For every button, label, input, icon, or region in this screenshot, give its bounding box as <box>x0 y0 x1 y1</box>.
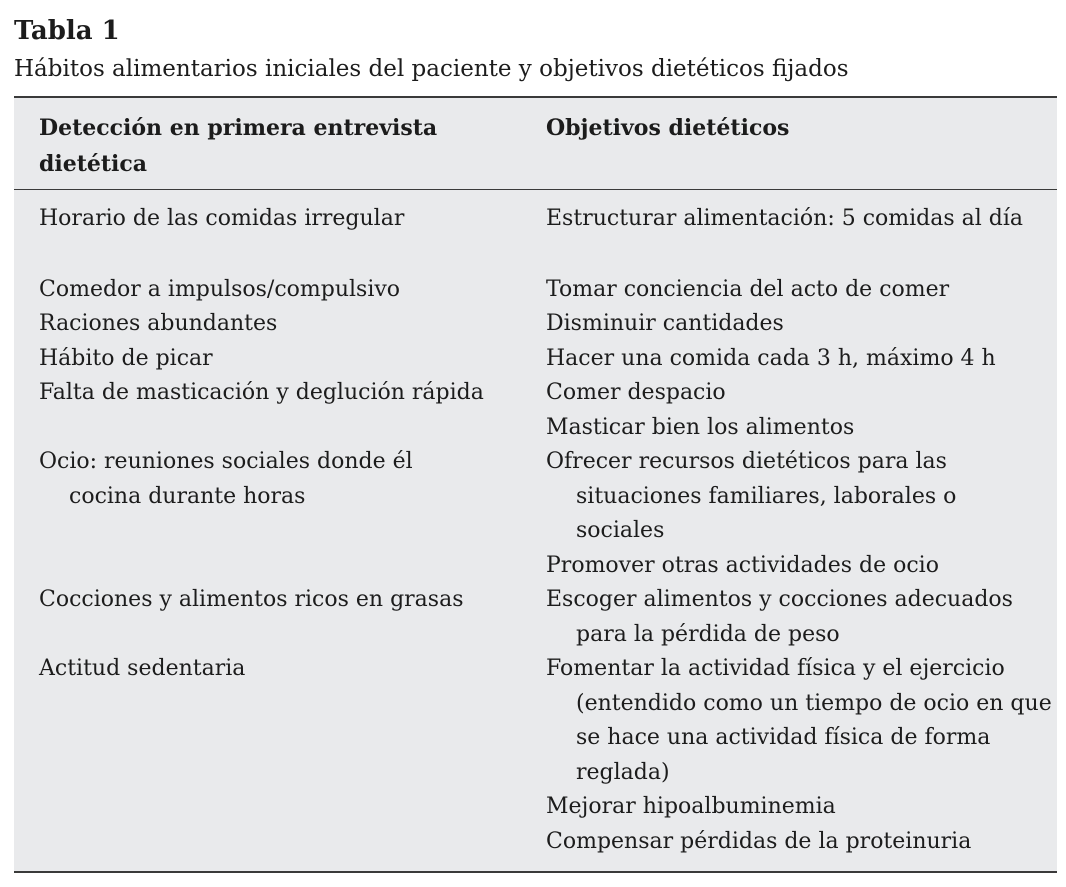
right-cell: Tomar conciencia del acto de comer <box>546 277 950 302</box>
header-rule <box>14 189 1057 190</box>
diet-table <box>14 96 1057 873</box>
table-caption: Hábitos alimentarios iniciales del paciente y objetivos dietéticos fijados <box>14 56 849 82</box>
left-cell: Actitud sedentaria <box>39 656 246 681</box>
right-cell: Estructurar alimentación: 5 comidas al día <box>546 206 1024 231</box>
right-cell: Comer despacio <box>546 380 726 405</box>
left-cell: Comedor a impulsos/compulsivo <box>39 277 401 302</box>
left-cell: Horario de las comidas irregular <box>39 206 405 231</box>
table-label: Tabla 1 <box>14 16 120 46</box>
left-cell: Ocio: reuniones sociales donde él cocina durante horas <box>39 449 413 509</box>
right-cell: Compensar pérdidas de la proteinuria <box>546 829 972 854</box>
right-cell: Disminuir cantidades <box>546 311 784 336</box>
header-left: Detección en primera entrevista dietética <box>39 115 438 177</box>
left-cell: Falta de masticación y deglución rápida <box>39 380 484 405</box>
left-cell: Cocciones y alimentos ricos en grasas <box>39 587 464 612</box>
right-cell: Masticar bien los alimentos <box>546 415 855 440</box>
right-cell: Escoger alimentos y cocciones adecuados para la pérdida de peso <box>546 587 1013 647</box>
right-cell: Promover otras actividades de ocio <box>546 553 939 578</box>
right-cell: Ofrecer recursos dietéticos para las situaciones familiares, laborales o sociales <box>546 449 957 543</box>
right-cell: Mejorar hipoalbuminemia <box>546 794 836 819</box>
right-cell: Hacer una comida cada 3 h, máximo 4 h <box>546 346 996 371</box>
header-right: Objetivos dietéticos <box>546 115 790 141</box>
left-cell: Raciones abundantes <box>39 311 278 336</box>
left-cell: Hábito de picar <box>39 346 213 371</box>
right-cell: Fomentar la actividad física y el ejercicio (entendido como un tiempo de ocio en que se hace una actividad física de forma reglada) <box>546 656 1052 785</box>
